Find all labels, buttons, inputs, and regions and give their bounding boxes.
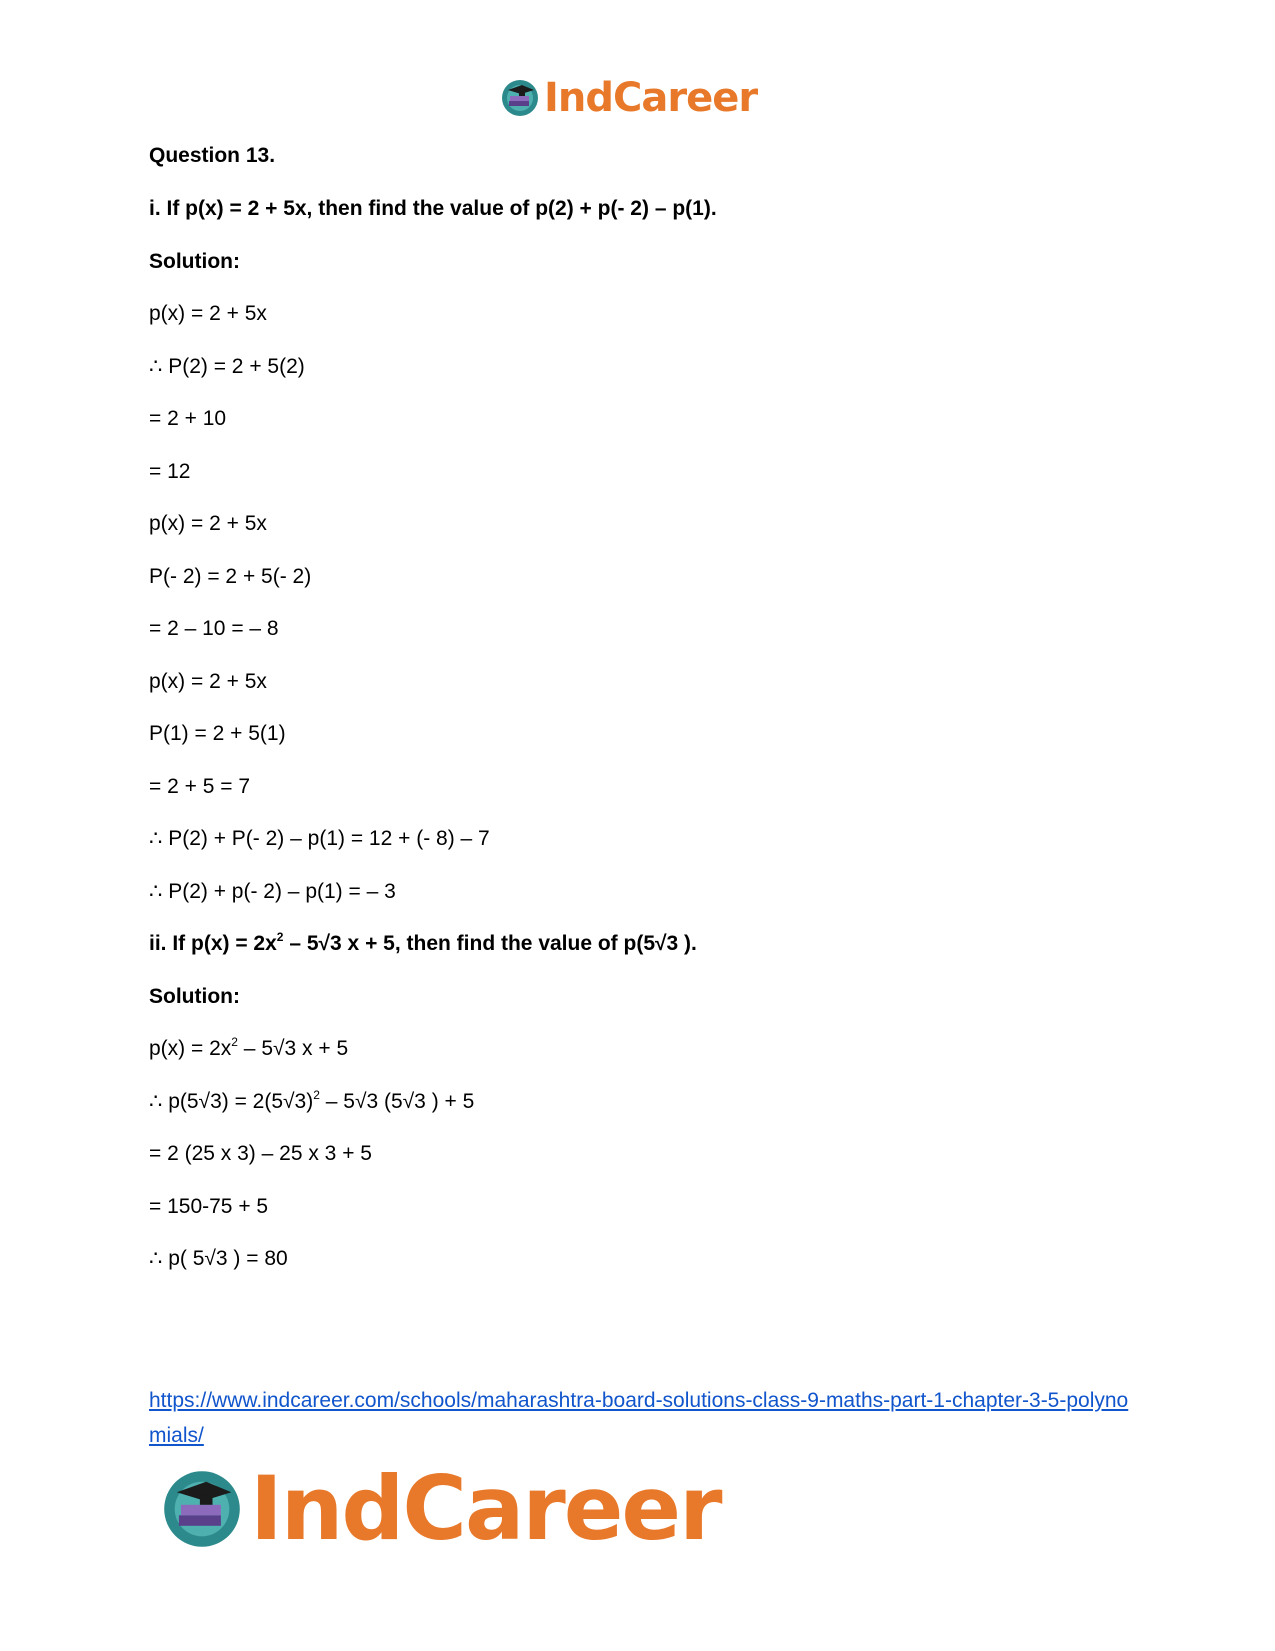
solution-step: = 2 + 5 = 7 <box>149 775 251 798</box>
solution-step: P(- 2) = 2 + 5(- 2) <box>149 565 312 588</box>
solution-label: Solution: <box>149 985 240 1008</box>
question-part2-prompt: ii. If $p(x) = 2x^2 - 5√3$ x + 5, then find the value of p(5√3 ). <box>149 930 697 955</box>
solution-step: p(x) = 2 + 5x <box>149 512 267 535</box>
graduation-cap-books-icon <box>500 78 540 118</box>
solution-step: P(1) = 2 + 5(1) <box>149 722 286 745</box>
solution-step: = 2 – 10 = – 8 <box>149 617 279 640</box>
source-link[interactable]: https://www.indcareer.com/schools/maharashtra-board-solutions-class-9-maths-part-1-chapter-3-5-polynomials/ <box>149 1389 1129 1447</box>
question-title: Question 13. <box>149 144 276 167</box>
solution-step: p(x) = 2 + 5x <box>149 670 267 693</box>
solution-step: $p(x) = 2x^2 - 5√3$ x + 5 <box>149 1035 349 1060</box>
graduation-cap-books-icon <box>160 1467 244 1551</box>
solution-step: ∴ p( 5√3 ) = 80 <box>149 1247 288 1270</box>
header-logo-text: IndCareer <box>544 75 758 121</box>
solution-step: = 150-75 + 5 <box>149 1195 269 1218</box>
solution-step: = 12 <box>149 460 191 483</box>
footer-logo-text: IndCareer <box>250 1457 721 1560</box>
solution-label: Solution: <box>149 250 240 273</box>
solution-step: = 2 + 10 <box>149 407 227 430</box>
solution-step: ∴ P(2) + p(- 2) – p(1) = – 3 <box>149 880 396 903</box>
solution-step: ∴ P(2) = 2 + 5(2) <box>149 355 305 378</box>
question-part1-prompt: i. If p(x) = 2 + 5x, then find the value of p(2) + p(- 2) – p(1). <box>149 197 717 220</box>
solution-step: p(x) = 2 + 5x <box>149 302 267 325</box>
header-logo <box>500 75 758 121</box>
solution-step: ∴ $p(5√3) = 2(5√3)^2 - 5√3$ (5√3 ) + 5 <box>149 1088 475 1113</box>
solution-step: = 2 (25 x 3) – 25 x 3 + 5 <box>149 1142 372 1165</box>
footer-logo <box>160 1457 721 1560</box>
solution-step: ∴ P(2) + P(- 2) – p(1) = 12 + (- 8) – 7 <box>149 827 490 850</box>
